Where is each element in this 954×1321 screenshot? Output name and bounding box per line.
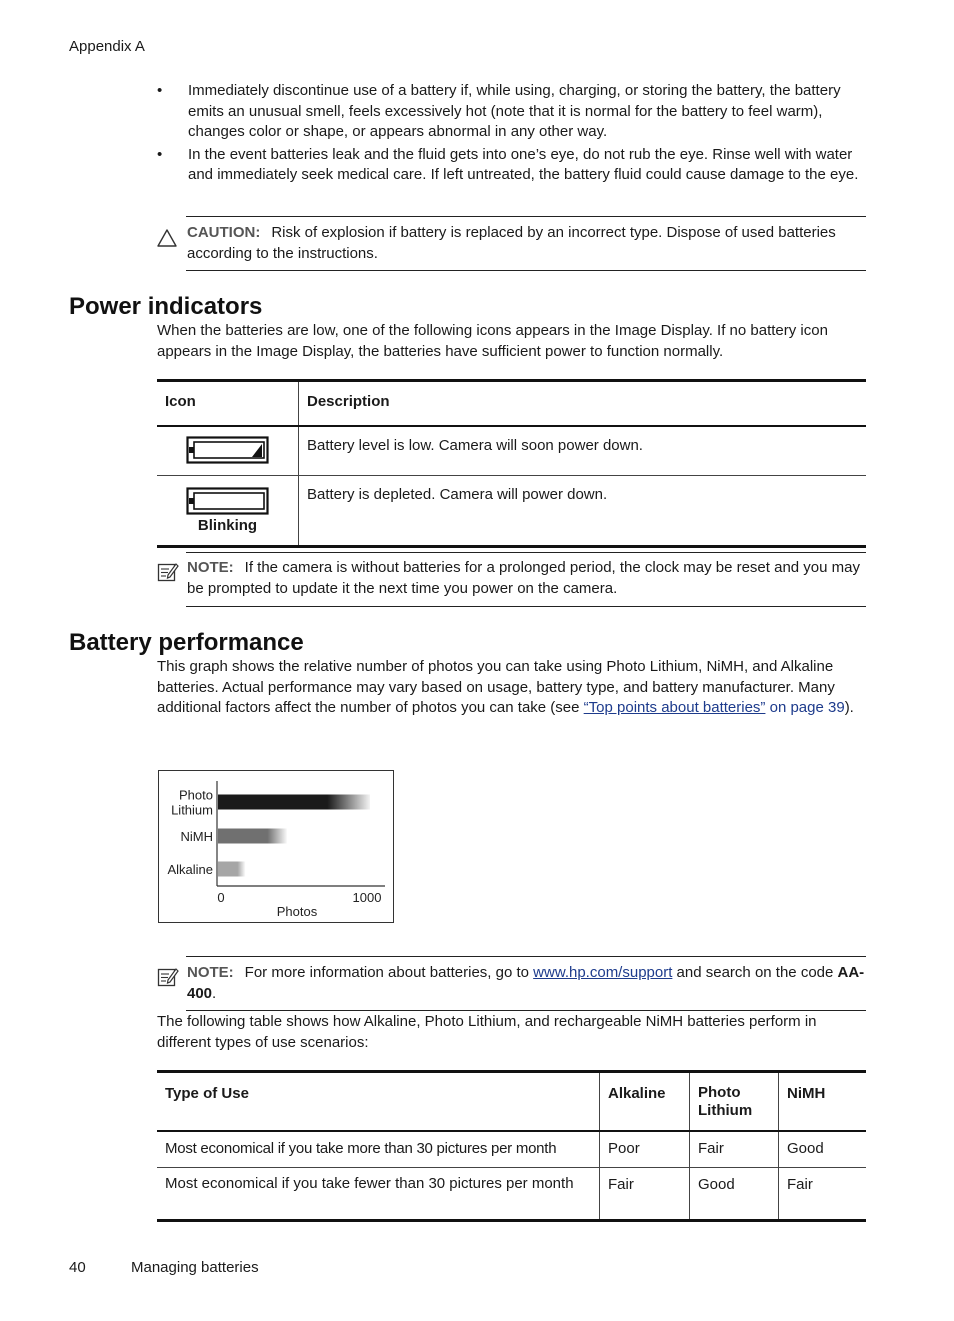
power-indicators-table	[157, 379, 866, 548]
list-item	[157, 81, 867, 143]
running-head: Appendix A	[69, 38, 145, 55]
bullet-text: Immediately discontinue use of a battery if, while using, charging, or storing the battery, the battery emits an unusual smell, feels excessively hot (note that it is normal for the battery to feel warm), changes color or shape, or appears abnormal in any other way.	[188, 82, 841, 140]
table-cell: Most economical if you take fewer than 30 pictures per month	[157, 1168, 600, 1221]
top-points-link[interactable]: “Top points about batteries”	[583, 699, 766, 716]
chart-bar-alkaline	[218, 862, 245, 877]
note-top-rule	[186, 552, 866, 553]
section-heading-power-indicators: Power indicators	[69, 293, 263, 320]
bullet-list	[157, 81, 867, 188]
chart-bar-photo-lithium	[218, 795, 370, 810]
chart-category-label: Alkaline	[167, 862, 213, 877]
caution-callout	[157, 223, 867, 264]
table-header-cell: Alkaline	[600, 1072, 690, 1132]
note-top-rule	[186, 956, 866, 957]
table-header-cell: Photo Lithium	[690, 1072, 779, 1132]
table-cell: Poor	[600, 1131, 690, 1168]
note-text: .	[212, 984, 217, 1002]
table-row	[157, 426, 866, 476]
page-reference-link[interactable]: on page 39	[765, 699, 845, 716]
table-description-cell: Battery is depleted. Camera will power down.	[307, 486, 608, 503]
usage-scenarios-table	[157, 1070, 866, 1222]
table-row	[157, 1131, 866, 1168]
table-header-cell: NiMH	[787, 1085, 826, 1102]
bullet-text: In the event batteries leak and the fluid gets into one’s eye, do not rub the eye. Rinse well with water and immediately seek medical care. If left untreated, the battery fluid could cause damage to the eye.	[188, 145, 859, 183]
note-label: NOTE:	[187, 559, 234, 576]
intro-text-end: ).	[844, 699, 854, 716]
table-header-cell: Icon	[157, 381, 299, 427]
note-text: and search on the code	[672, 964, 838, 981]
intro-text: This graph shows the relative number of photos you can take using Photo Lithium, NiMH, and Alkaline batteries. Actual performance may vary based on usage, battery type, and battery manufacturer. Many additional factors affect the number of photos you can take (see	[157, 658, 835, 716]
note-pencil-icon	[157, 561, 179, 590]
footer-section-title: Managing batteries	[131, 1259, 259, 1276]
power-indicators-intro: When the batteries are low, one of the following icons appears in the Image Display. If no battery icon appears in the Image Display, the batteries have sufficient power to function normally.	[157, 322, 828, 360]
usage-table-intro: The following table shows how Alkaline, Photo Lithium, and rechargeable NiMH batteries perform in different types of use scenarios:	[157, 1013, 817, 1051]
table-header-row	[157, 1072, 866, 1132]
table-cell: Most economical if you take more than 30 pictures per month	[157, 1131, 600, 1168]
note-pencil-icon	[157, 966, 179, 995]
note-bottom-rule	[186, 1010, 866, 1011]
footer-page-number: 40	[69, 1259, 86, 1276]
note-code: AA-400	[187, 964, 865, 1002]
note-text: For more information about batteries, go to	[244, 964, 534, 981]
note-bottom-rule	[186, 606, 866, 607]
battery-empty-icon	[157, 487, 298, 515]
table-icon-cell	[157, 426, 299, 476]
caution-triangle-icon	[157, 229, 177, 254]
chart-tick-label: 1000	[352, 890, 382, 905]
note-callout	[157, 558, 867, 599]
chart-svg	[159, 771, 393, 922]
bullet-dot: •	[157, 82, 163, 99]
hp-support-link[interactable]: www.hp.com/support	[533, 964, 673, 981]
caution-top-rule	[186, 216, 866, 217]
table-cell: Good	[690, 1168, 779, 1221]
table-icon-cell	[157, 476, 299, 547]
chart-category-label: NiMH	[180, 829, 213, 844]
battery-performance-intro	[157, 657, 862, 719]
battery-performance-chart	[158, 770, 394, 923]
note-text: If the camera is without batteries for a prolonged period, the clock may be reset and you may be prompted to update it the next time you power on the camera.	[187, 559, 860, 597]
list-item	[157, 145, 867, 186]
table-header-row	[157, 381, 866, 427]
table-row	[157, 1168, 866, 1221]
chart-bar-nimh	[218, 829, 287, 844]
table-cell: Fair	[787, 1176, 813, 1193]
table-header-cell: Type of Use	[157, 1072, 600, 1132]
table-description-cell: Battery level is low. Camera will soon power down.	[307, 437, 643, 454]
table-cell: Fair	[690, 1131, 779, 1168]
table-cell: Good	[787, 1140, 824, 1157]
chart-tick-label: 0	[217, 890, 225, 905]
caution-bottom-rule	[186, 270, 866, 271]
chart-category-label: Photo Lithium	[171, 787, 213, 818]
table-header-cell: Description	[307, 393, 390, 410]
caution-text: Risk of explosion if battery is replaced by an incorrect type. Dispose of used batteries according to the instructions.	[187, 224, 836, 262]
note-callout	[157, 963, 867, 1004]
table-cell: Fair	[600, 1168, 690, 1221]
icon-caption-blinking: Blinking	[197, 517, 258, 534]
table-row	[157, 476, 866, 547]
bullet-dot: •	[157, 145, 163, 163]
section-heading-battery-performance: Battery performance	[69, 629, 304, 656]
caution-label: CAUTION:	[187, 224, 261, 241]
chart-x-axis-label: Photos	[276, 904, 318, 919]
note-label: NOTE:	[187, 964, 234, 981]
battery-low-icon	[186, 451, 270, 468]
